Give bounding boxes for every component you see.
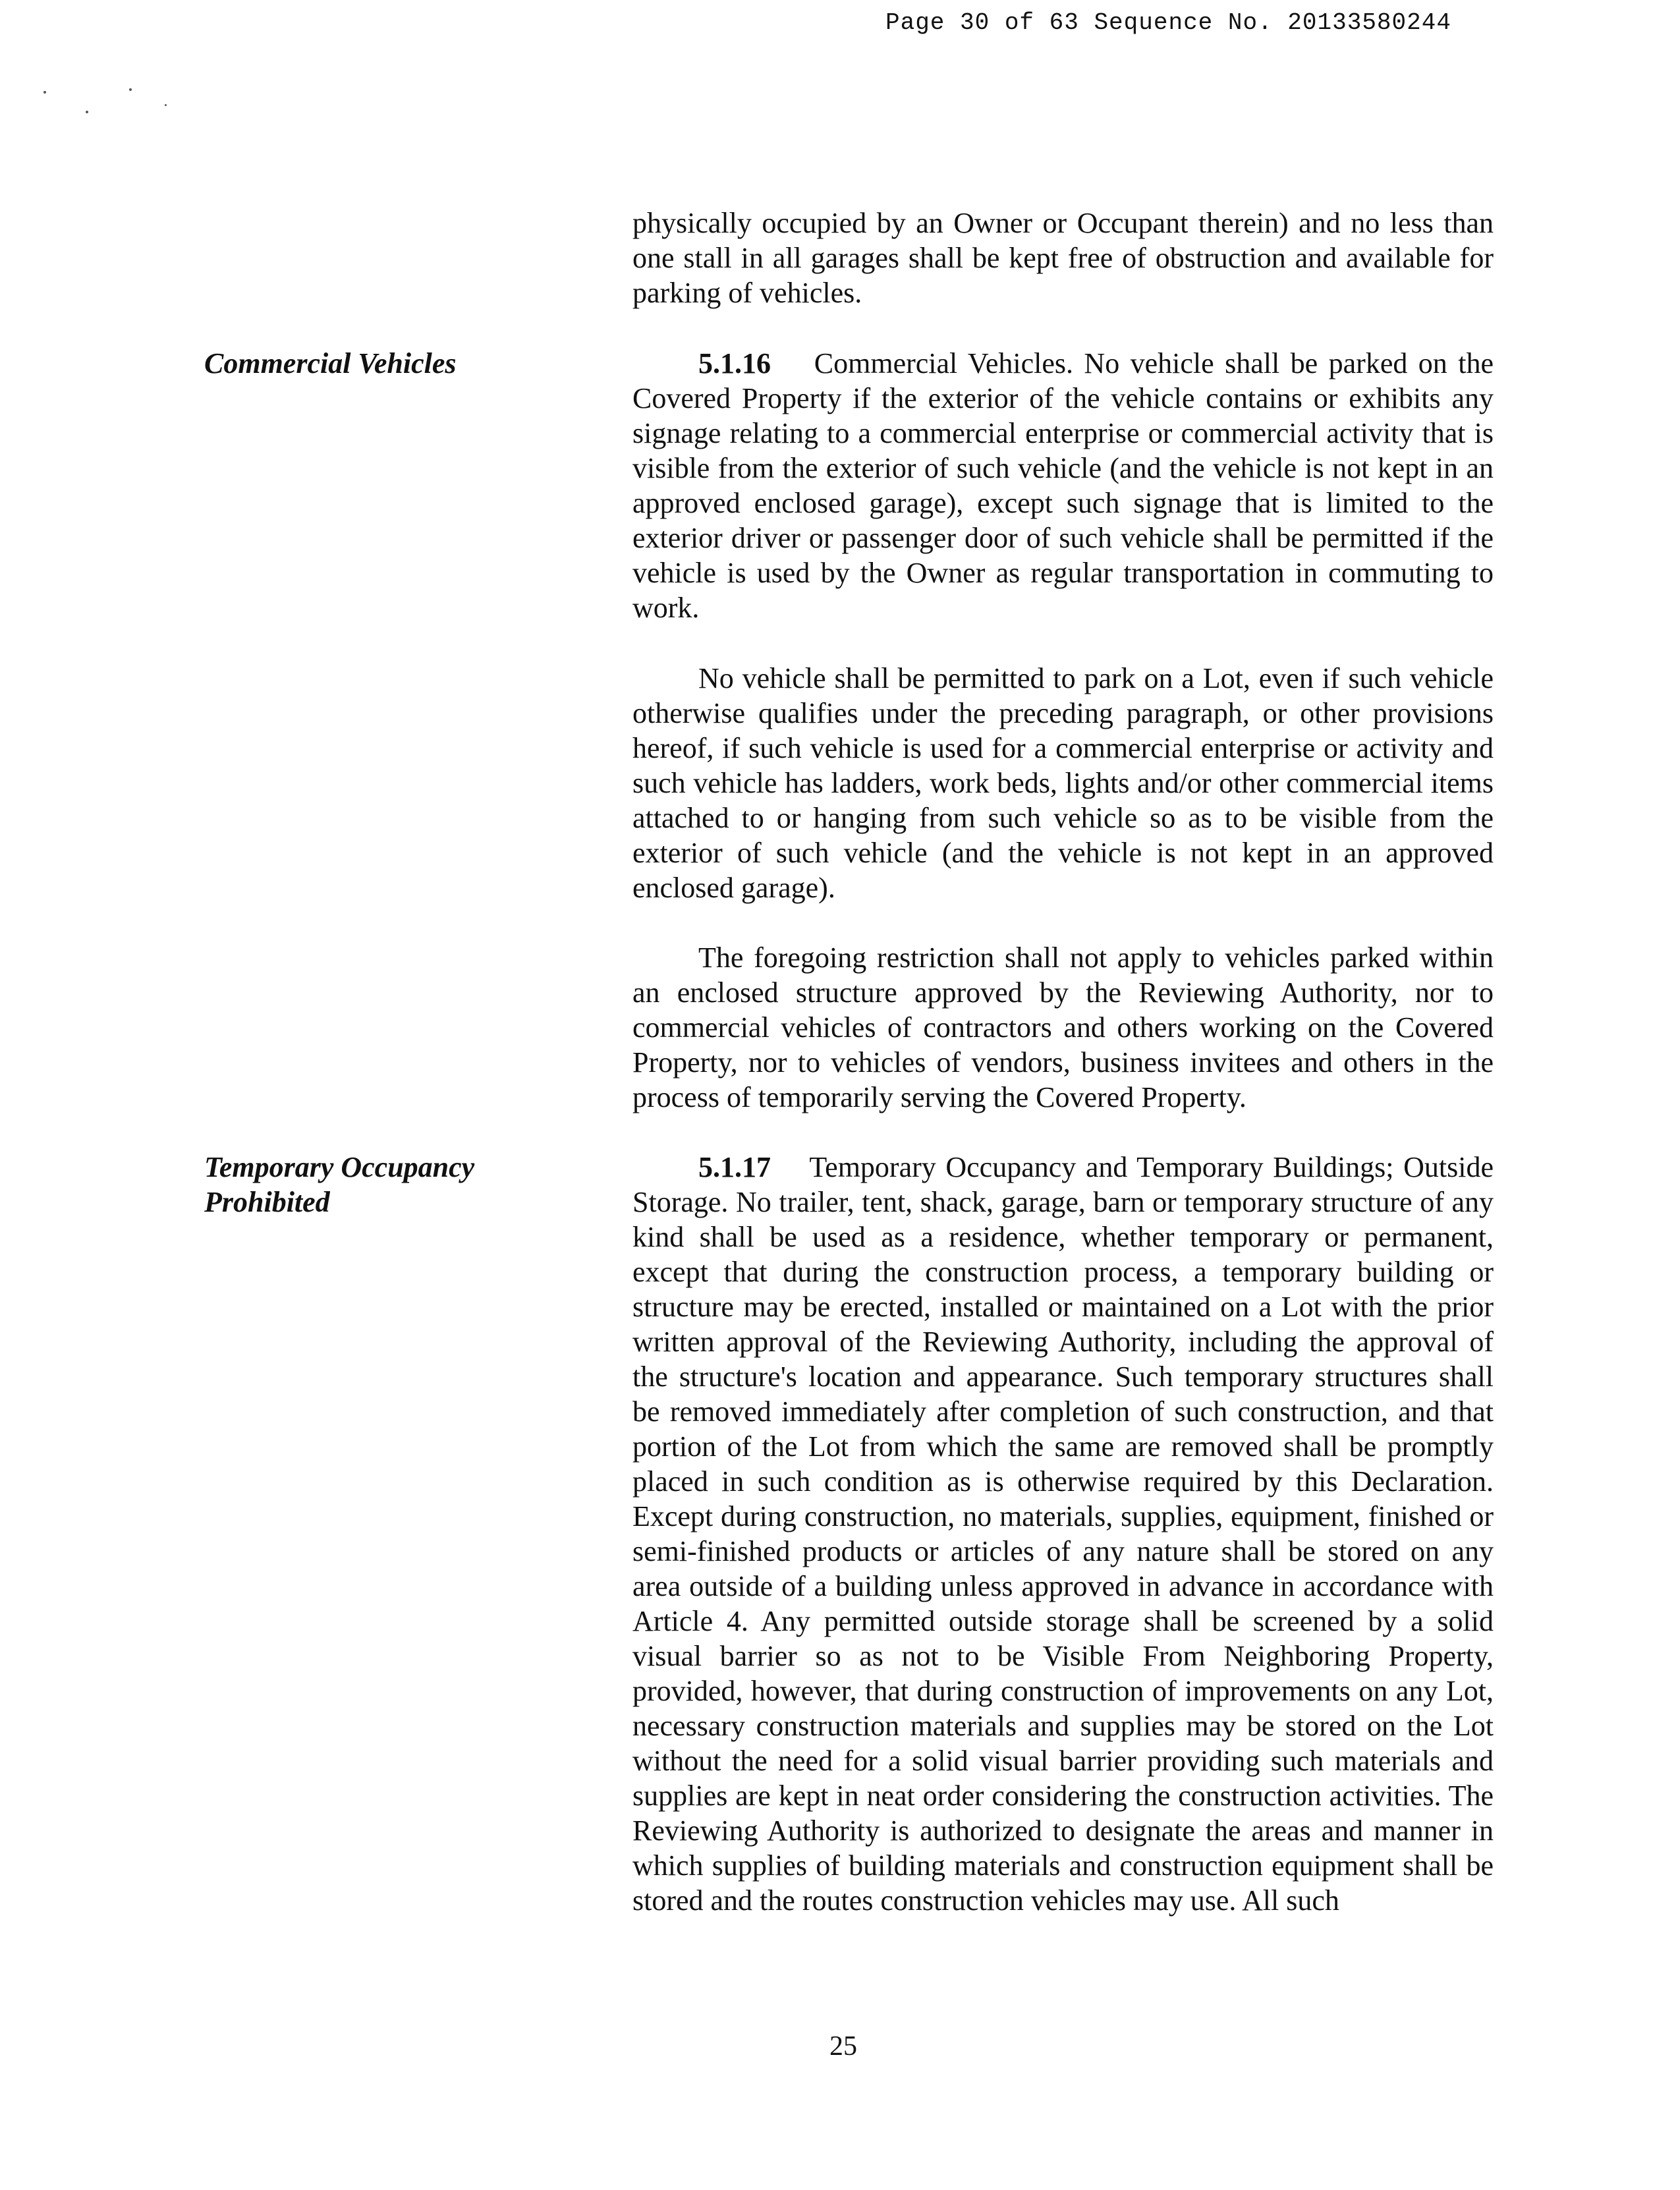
section-number: 5.1.16 xyxy=(698,347,771,379)
page-header: Page 30 of 63 Sequence No. 20133580244 xyxy=(885,9,1451,36)
section-5-1-16-paragraph xyxy=(632,346,1494,625)
page-number: 25 xyxy=(829,2031,857,2062)
margin-heading-line: Prohibited xyxy=(204,1186,330,1218)
section-text: Commercial Vehicles. No vehicle shall be parked on the Covered Property if the exterior of the vehicle contains or exhibits any signage relating to a commercial enterprise or commercial activity that is visible from the exterior of such vehicle (and the vehicle is not kept in an approved enclosed garage), except such signage that is limited to the exterior driver or passenger door of such vehicle shall be permitted if the vehicle is used by the Owner as regular transportation in commuting to work. xyxy=(632,347,1494,624)
section-number: 5.1.17 xyxy=(698,1151,771,1183)
section-5-1-16-paragraph-2: No vehicle shall be permitted to park on a Lot, even if such vehicle otherwise qualifies under the preceding paragraph, or other provisions hereof, if such vehicle is used for a commercial enterprise or activity and such vehicle has ladders, work beds, lights and/or other commercial items attached to or hanging from such vehicle so as to be visible from the exterior of such vehicle (and the vehicle is not kept in an approved enclosed garage). xyxy=(632,662,1494,904)
section-5-1-16-paragraph-3: The foregoing restriction shall not apply to vehicles parked within an enclosed structure approved by the Reviewing Authority, nor to commercial vehicles of contractors and others working on the Covered Property, nor to vehicles of vendors, business invitees and others in the process of temporarily serving the Covered Property. xyxy=(632,941,1494,1113)
margin-heading-commercial-vehicles: Commercial Vehicles xyxy=(204,347,457,379)
section-5-1-17-paragraph xyxy=(632,1150,1494,1918)
section-text: Temporary Occupancy and Temporary Buildings; Outside Storage. No trailer, tent, shack, garage, barn or temporary structure of any kind shall be used as a residence, whether temporary or permanent, except that during the construction process, a temporary building or structure may be erected, installed or maintained on a Lot with the prior written approval of the Reviewing Authority, including the approval of the structure's location and appearance. Such temporary structures shall be removed immediately after completion of such construction, and that portion of the Lot from which the same are removed shall be promptly placed in such condition as is otherwise required by this Declaration. Except during construction, no materials, supplies, equipment, finished or semi-finished products or articles of any nature shall be stored on any area outside of a building unless approved in advance in accordance with Article 4. Any permitted outside storage shall be screened by a solid visual barrier so as not to be Visible From Neighboring Property, provided, however, that during construction of improvements on any Lot, necessary construction materials and supplies may be stored on the Lot without the need for a solid visual barrier providing such materials and supplies are kept in neat order considering the construction activities. The Reviewing Authority is authorized to designate the areas and manner in which supplies of building materials and construction equipment shall be stored and the routes construction vehicles may use. All such xyxy=(632,1151,1494,1917)
margin-heading-temporary-occupancy xyxy=(204,1150,573,1220)
continuation-paragraph: physically occupied by an Owner or Occupant therein) and no less than one stall in all garages shall be kept free of obstruction and available for parking of vehicles. xyxy=(632,207,1494,309)
margin-heading-line: Temporary Occupancy xyxy=(204,1151,475,1183)
